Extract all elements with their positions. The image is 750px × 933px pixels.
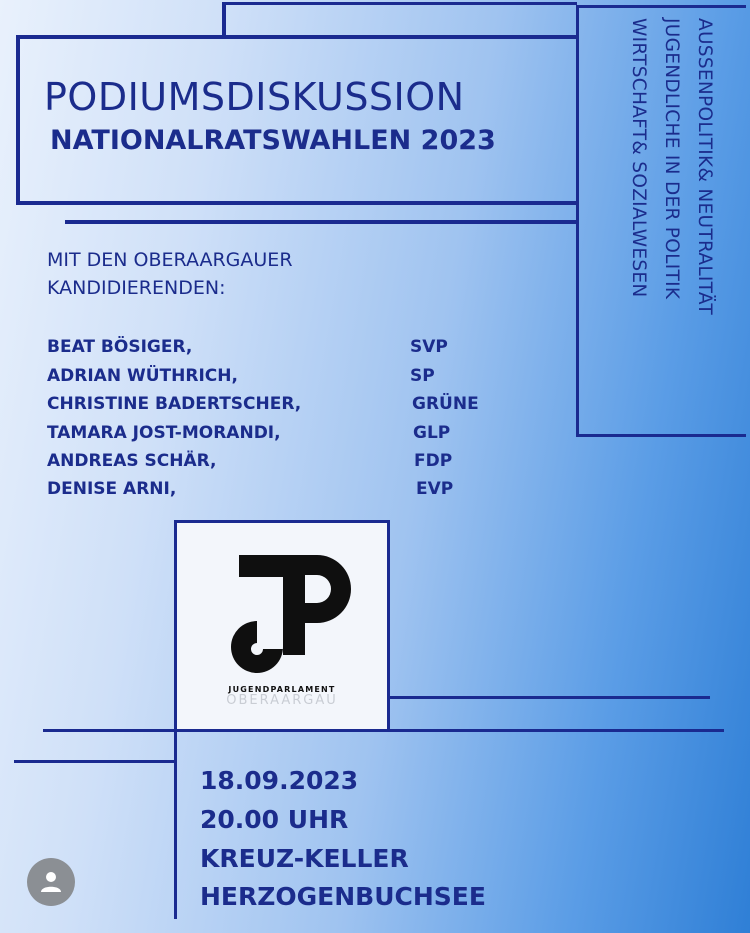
candidate-name: ANDREAS SCHÄR, [47,451,217,471]
event-time: 20.00 UHR [200,805,349,834]
line-left-vertical [16,35,20,205]
line-details-vertical [174,729,177,919]
candidate-party: GLP [413,423,451,443]
event-town: HERZOGENBUCHSEE [200,882,486,911]
intro-line-1: MIT DEN OBERAARGAUER [47,249,293,271]
topics-list [613,18,721,430]
user-avatar-icon[interactable] [27,858,75,906]
topic-item: WIRTSCHAFT& SOZIALWESEN [628,18,649,298]
line-logo-right [390,696,710,699]
line-top-short [222,2,577,5]
candidate-name: TAMARA JOST-MORANDI, [47,423,281,443]
line-above-details [174,729,724,732]
candidate-party: EVP [416,479,454,499]
candidate-party: GRÜNE [412,394,479,414]
candidate-name: CHRISTINE BADERTSCHER, [47,394,302,414]
event-venue: KREUZ-KELLER [200,844,409,873]
page-subtitle: NATIONALRATSWAHLEN 2023 [50,125,496,156]
line-under-title [16,201,576,205]
candidate-name: ADRIAN WÜTHRICH, [47,366,238,386]
line-top-vertical [222,2,226,38]
candidate-party: SP [410,366,435,386]
line-left-lower [14,760,176,763]
candidate-name: DENISE ARNI, [47,479,177,499]
topic-item: JUGENDLICHE IN DER POLITIK [661,18,682,300]
logo-name: JUGENDPARLAMENT [228,685,336,694]
candidate-party: FDP [414,451,453,471]
topic-item: AUSSENPOLITIK& NEUTRALITÄT [694,18,715,315]
candidate-party: SVP [410,337,448,357]
line-logo-left [43,729,174,732]
person-icon [39,869,63,893]
logo-region: OBERAARGAU [226,693,338,708]
logo-box [174,520,390,732]
intro-line-2: KANDIDIERENDEN: [47,277,226,299]
line-top [16,35,576,39]
candidate-name: BEAT BÖSIGER, [47,337,193,357]
jugendparlament-logo-icon [221,551,351,676]
page-title: PODIUMSDISKUSSION [44,75,465,119]
event-date: 18.09.2023 [200,766,359,795]
intro-text [47,246,293,302]
line-under-title-2 [65,220,576,224]
